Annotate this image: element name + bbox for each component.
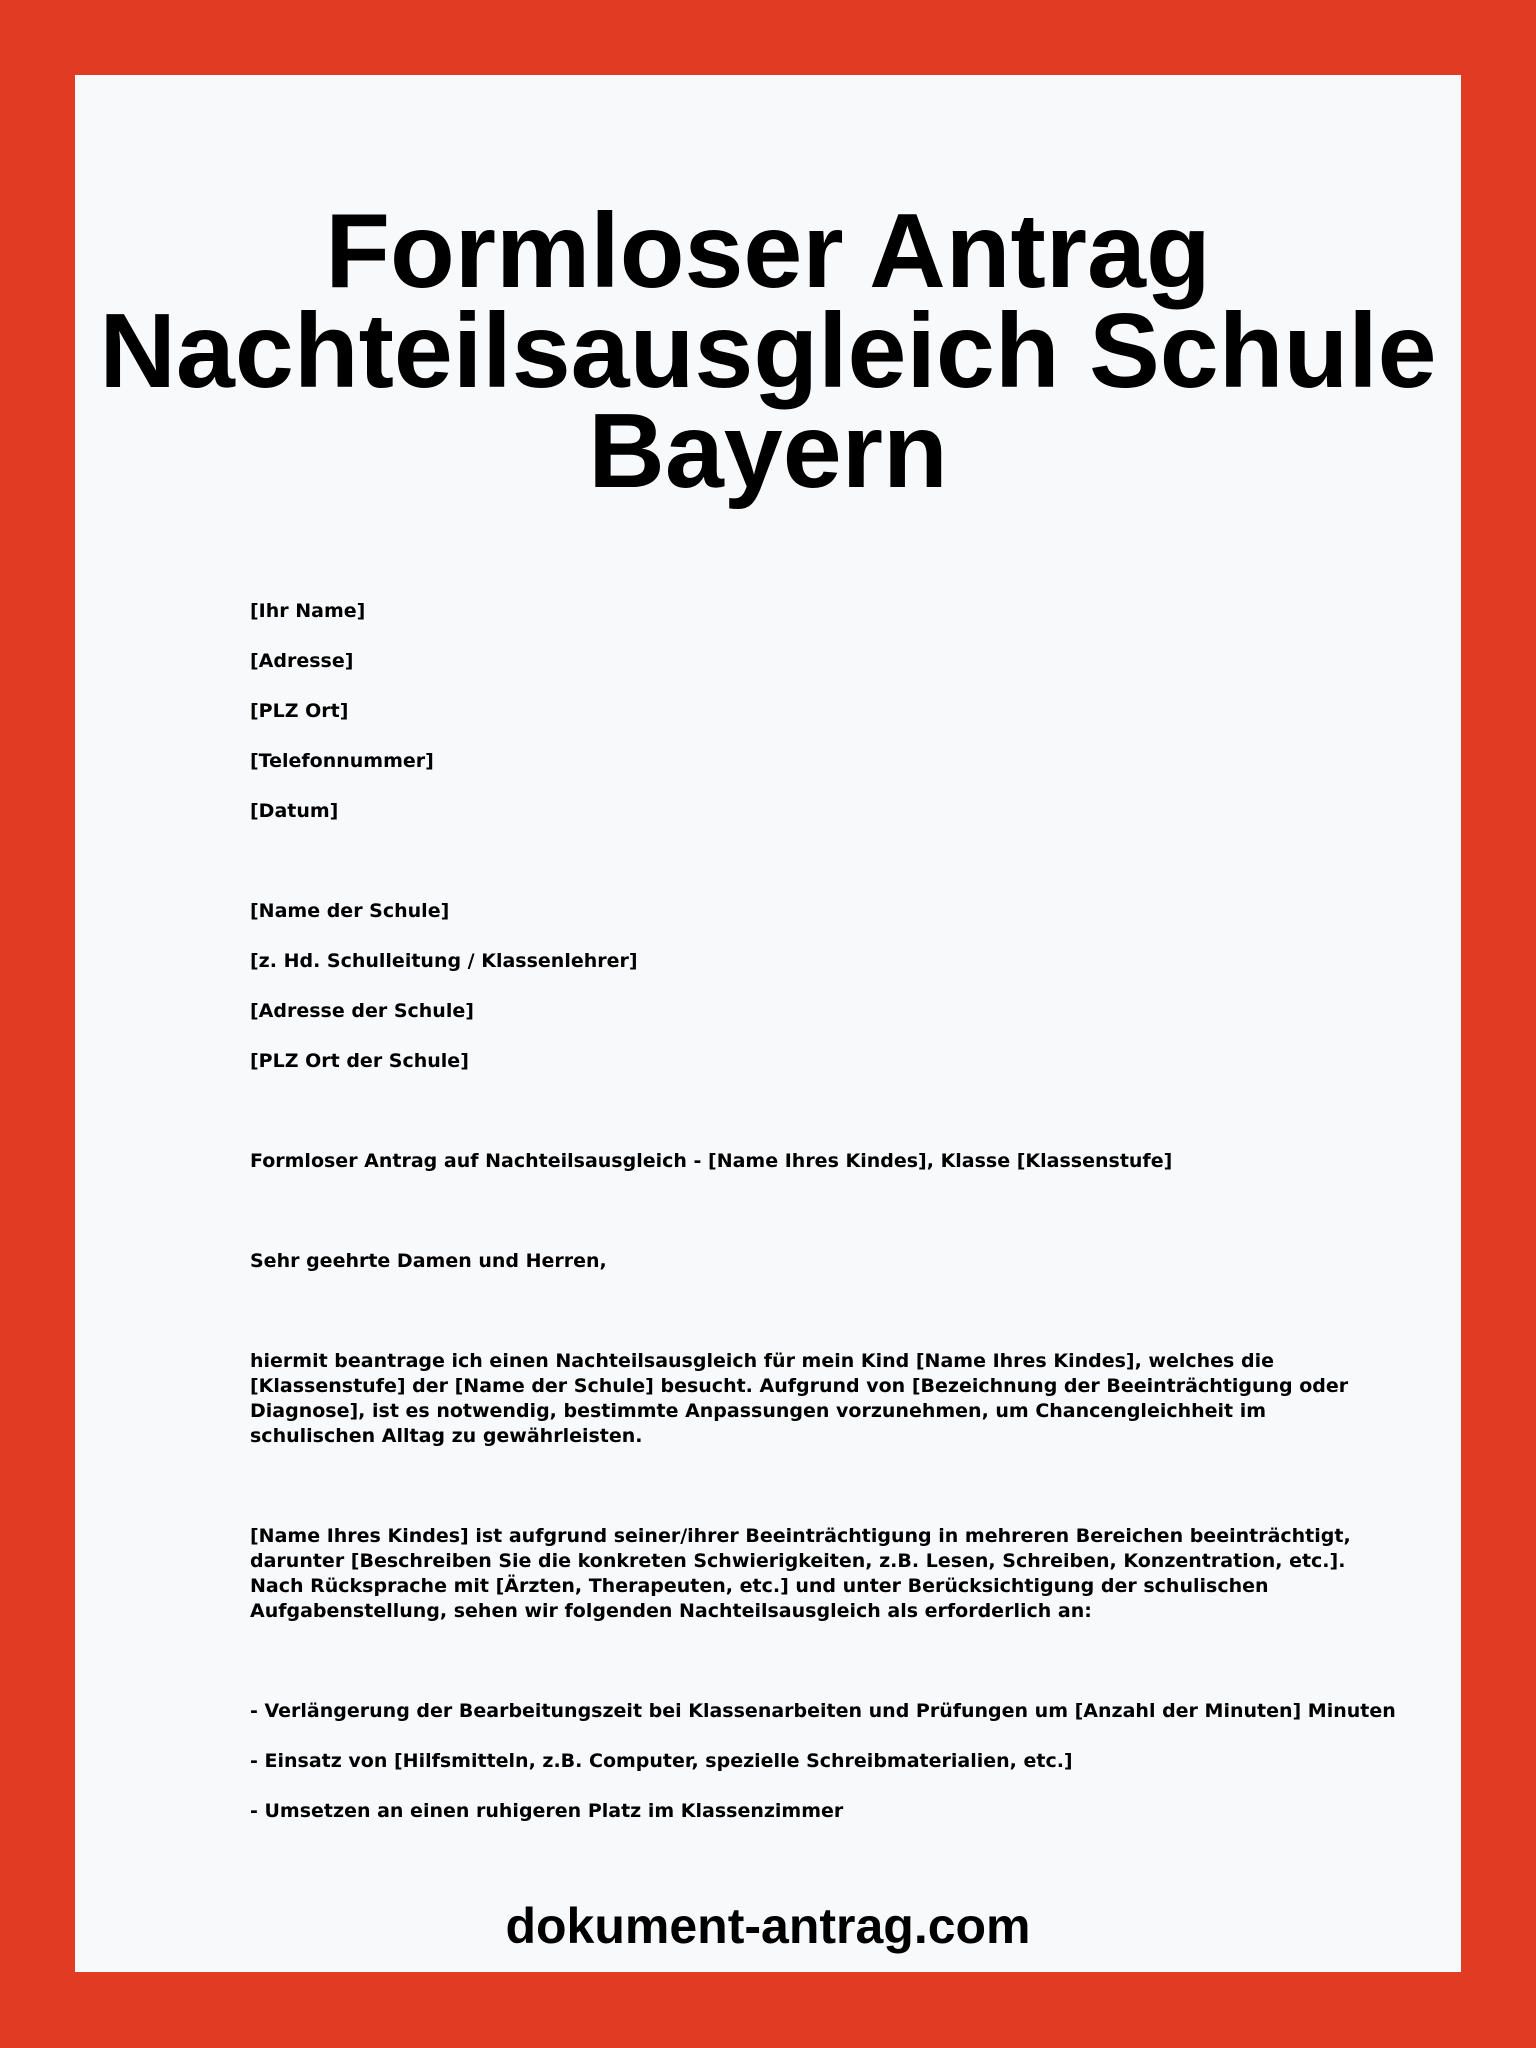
title-line-3: Bayern bbox=[588, 392, 948, 510]
paragraph-2: [Name Ihres Kindes] ist aufgrund seiner/ihrer Beeinträchtigung in mehreren Bereichen beeinträchtigt, darunter [Beschreiben Sie die konkreten Schwierigkeiten, z.B. Lesen, Schreiben, Konzentration, etc.]. Nach Rücksprache mit [Ärzten, Therapeuten, etc.] und unter Berücksichtigung der schulischen Aufgabenstellung, sehen wir folgenden Nachteilsausgleich als erforderlich an: bbox=[250, 1525, 1351, 1622]
paragraph-1: hiermit beantrage ich einen Nachteilsausgleich für mein Kind [Name Ihres Kindes], welches die [Klassenstufe] der [Name der Schule] besucht. Aufgrund von [Bezeichnung der Beeinträchtigung oder Diagnose], ist es notwendig, bestimmte Anpassungen vorzunehmen, um Chancengleichheit im schulischen Alltag zu gewährleisten. bbox=[250, 1350, 1349, 1447]
document-title bbox=[75, 192, 1461, 510]
measure-item-3: - Umsetzen an einen ruhigeren Platz im Klassenzimmer bbox=[250, 1800, 844, 1822]
subject-line: Formloser Antrag auf Nachteilsausgleich - [Name Ihres Kindes], Klasse [Klassenstufe] bbox=[250, 1150, 1173, 1172]
document-page bbox=[75, 75, 1461, 1972]
recipient-address: [Adresse der Schule] bbox=[250, 1000, 474, 1022]
sender-date: [Datum] bbox=[250, 800, 339, 822]
sender-address: [Adresse] bbox=[250, 650, 354, 672]
salutation: Sehr geehrte Damen und Herren, bbox=[250, 1250, 607, 1272]
measure-item-2: - Einsatz von [Hilfsmitteln, z.B. Computer, spezielle Schreibmaterialien, etc.] bbox=[250, 1750, 1073, 1772]
sender-phone: [Telefonnummer] bbox=[250, 750, 434, 772]
sender-name: [Ihr Name] bbox=[250, 600, 366, 622]
recipient-school: [Name der Schule] bbox=[250, 900, 450, 922]
title-line-1: Formloser Antrag bbox=[325, 192, 1211, 310]
sender-city: [PLZ Ort] bbox=[250, 700, 349, 722]
title-line-2: Nachteilsausgleich Schule bbox=[99, 292, 1437, 410]
recipient-city: [PLZ Ort der Schule] bbox=[250, 1050, 469, 1072]
measure-item-1: - Verlängerung der Bearbeitungszeit bei Klassenarbeiten und Prüfungen um [Anzahl der Minuten] Minuten bbox=[250, 1700, 1396, 1722]
footer-website: dokument-antrag.com bbox=[505, 1898, 1031, 1954]
recipient-attention: [z. Hd. Schulleitung / Klassenlehrer] bbox=[250, 950, 638, 972]
